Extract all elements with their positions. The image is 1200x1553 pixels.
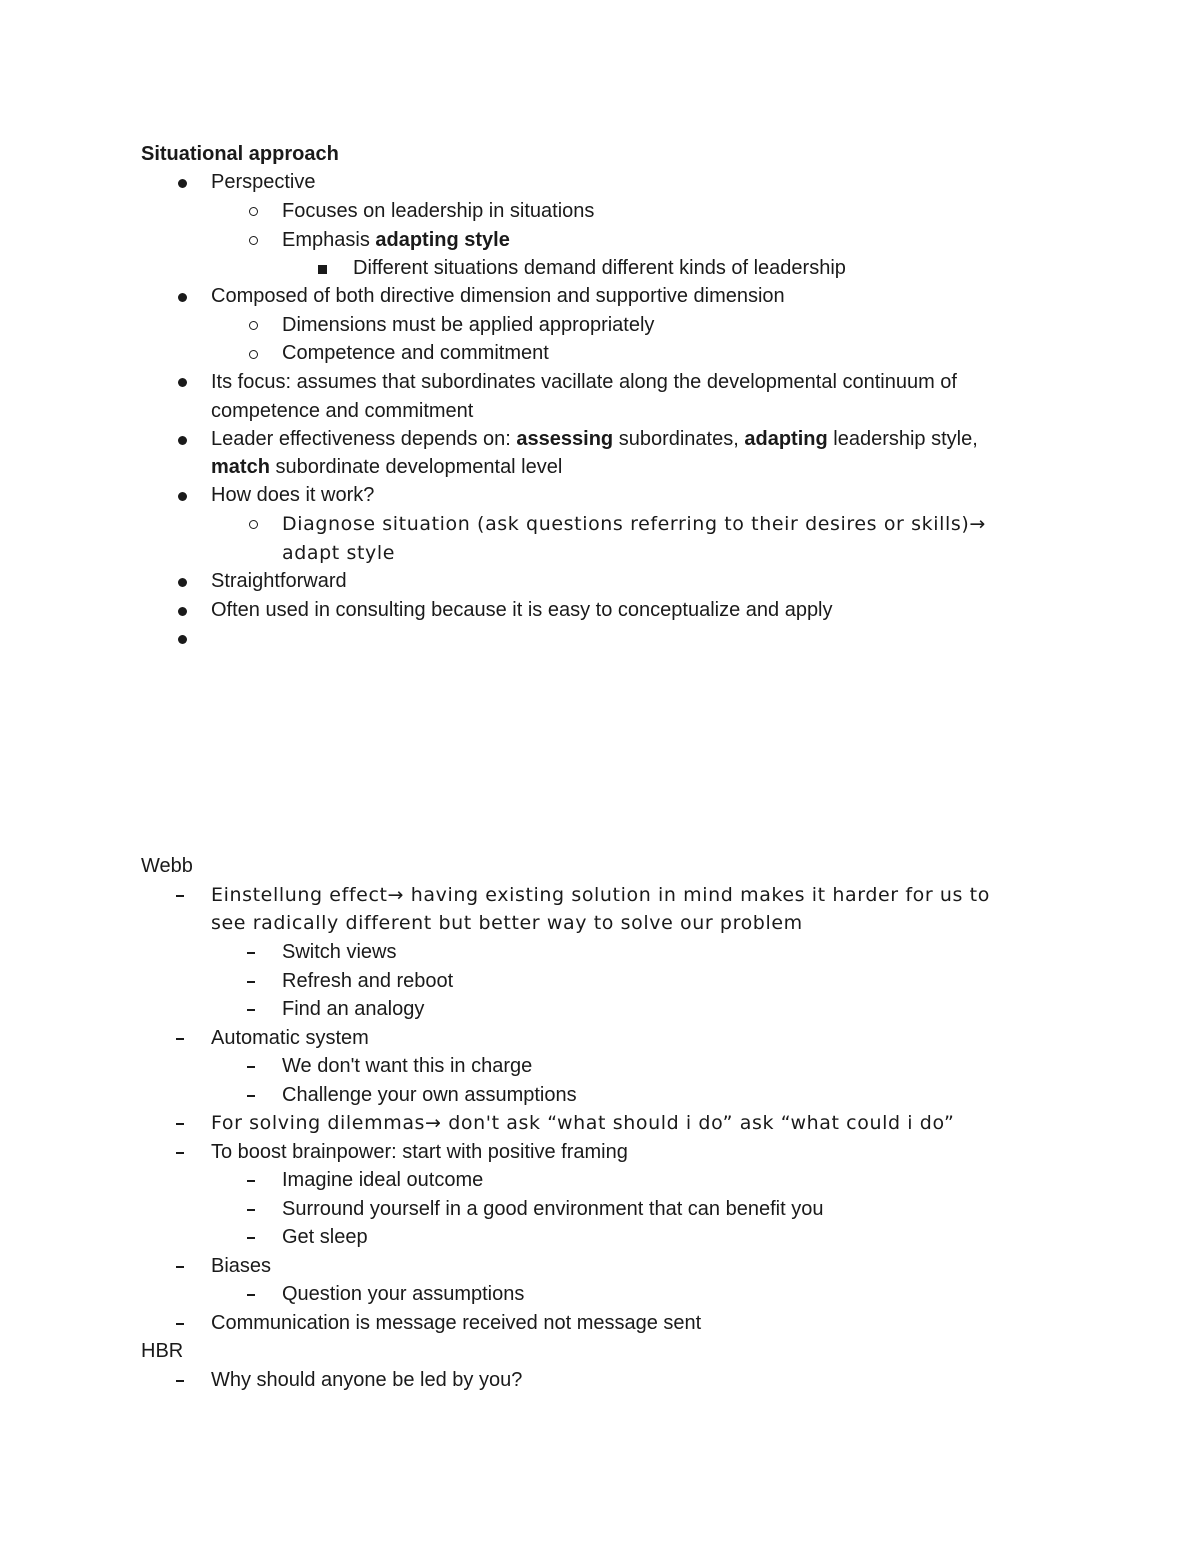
list-item: Leader effectiveness depends on: assessing subordinates, adapting leadership style, [211, 428, 978, 450]
emphasis-text: adapting [744, 428, 828, 450]
list-item: Switch views [282, 941, 397, 963]
list-item: Straightforward [211, 570, 347, 592]
list-item: Emphasis adapting style [282, 229, 510, 251]
bullet-filled-icon [178, 179, 187, 188]
bullet-dash-icon [176, 895, 184, 897]
bullet-square-icon [318, 265, 327, 274]
bullet-dash-icon [176, 1380, 184, 1382]
section-title-situational: Situational approach [141, 143, 339, 165]
bullet-hollow-icon [249, 207, 258, 216]
emphasis-text: adapting style [375, 229, 510, 251]
list-item: How does it work? [211, 484, 375, 506]
emphasis-text: assessing [516, 428, 614, 450]
list-item: Automatic system [211, 1027, 369, 1049]
list-item: Biases [211, 1255, 272, 1277]
bullet-dash-icon [247, 1009, 255, 1011]
list-item-continuation: competence and commitment [211, 400, 474, 422]
list-item-continuation: match subordinate developmental level [211, 456, 563, 478]
list-item: We don't want this in charge [282, 1055, 533, 1077]
list-item: Einstellung effect→ having existing solution in mind makes it harder for us to [211, 884, 990, 906]
list-item: Perspective [211, 171, 316, 193]
list-item: Its focus: assumes that subordinates vacillate along the developmental continuum of [211, 371, 957, 393]
bullet-filled-icon [178, 436, 187, 445]
list-item: Focuses on leadership in situations [282, 200, 595, 222]
bullet-filled-icon [178, 492, 187, 501]
bullet-dash-icon [176, 1123, 184, 1125]
list-item: Find an analogy [282, 998, 425, 1020]
bullet-dash-icon [247, 1180, 255, 1182]
list-item: Different situations demand different kinds of leadership [353, 257, 846, 279]
bullet-dash-icon [176, 1038, 184, 1040]
section-title-hbr: HBR [141, 1340, 184, 1362]
list-item: For solving dilemmas→ don't ask “what should i do” ask “what could i do” [211, 1112, 955, 1134]
list-item-continuation: adapt style [282, 542, 396, 564]
bullet-hollow-icon [249, 350, 258, 359]
list-item: Imagine ideal outcome [282, 1169, 484, 1191]
bullet-filled-icon [178, 607, 187, 616]
bullet-hollow-icon [249, 321, 258, 330]
bullet-dash-icon [247, 1294, 255, 1296]
bullet-dash-icon [176, 1266, 184, 1268]
list-item: Diagnose situation (ask questions referring to their desires or skills)→ [282, 513, 986, 535]
list-item: Competence and commitment [282, 342, 549, 364]
bullet-filled-icon [178, 635, 187, 644]
bullet-filled-icon [178, 378, 187, 387]
bullet-dash-icon [176, 1323, 184, 1325]
bullet-hollow-icon [249, 520, 258, 529]
list-item-continuation: see radically different but better way to solve our problem [211, 912, 803, 934]
bullet-filled-icon [178, 578, 187, 587]
bullet-dash-icon [247, 981, 255, 983]
bullet-dash-icon [247, 1209, 255, 1211]
list-item: To boost brainpower: start with positive framing [211, 1141, 628, 1163]
list-item: Refresh and reboot [282, 970, 454, 992]
list-item: Why should anyone be led by you? [211, 1369, 523, 1391]
emphasis-text: match [211, 456, 270, 478]
bullet-dash-icon [247, 952, 255, 954]
bullet-hollow-icon [249, 236, 258, 245]
list-item: Dimensions must be applied appropriately [282, 314, 655, 336]
list-item: Composed of both directive dimension and supportive dimension [211, 285, 785, 307]
bullet-dash-icon [247, 1066, 255, 1068]
bullet-filled-icon [178, 293, 187, 302]
bullet-dash-icon [247, 1095, 255, 1097]
list-item: Question your assumptions [282, 1283, 525, 1305]
list-item: Communication is message received not message sent [211, 1312, 702, 1334]
list-item: Surround yourself in a good environment that can benefit you [282, 1198, 824, 1220]
list-item: Get sleep [282, 1226, 368, 1248]
bullet-dash-icon [176, 1152, 184, 1154]
section-title-webb: Webb [141, 855, 193, 877]
bullet-dash-icon [247, 1237, 255, 1239]
list-item: Challenge your own assumptions [282, 1084, 577, 1106]
list-item: Often used in consulting because it is easy to conceptualize and apply [211, 599, 833, 621]
